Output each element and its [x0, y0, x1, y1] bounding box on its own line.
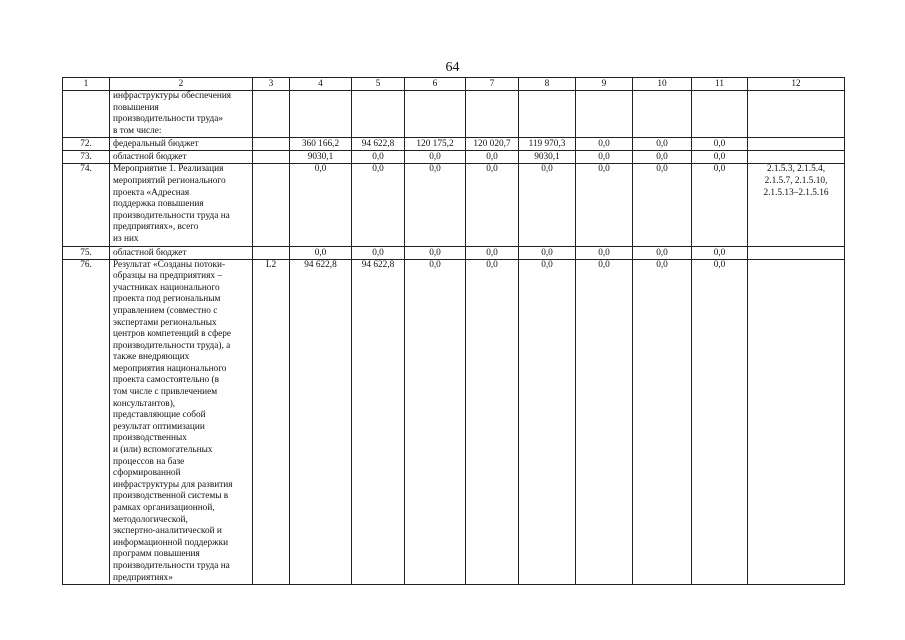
- amount-cell: 0,0: [290, 246, 352, 259]
- table-row: [63, 91, 845, 138]
- row-description: [110, 151, 253, 164]
- header-row: [63, 78, 845, 91]
- table-row: [63, 138, 845, 151]
- description-line: производительности труда на: [113, 560, 230, 571]
- table-row: [63, 151, 845, 164]
- column-header: 12: [748, 78, 845, 91]
- description-line: из них: [113, 233, 139, 244]
- reference-line: 2.1.5.7, 2.1.5.10,: [764, 175, 828, 186]
- column-header: 7: [466, 78, 519, 91]
- amount-cell: 0,0: [290, 164, 352, 246]
- column-header: 4: [290, 78, 352, 91]
- amount-cell: 0,0: [405, 164, 466, 246]
- amount-cell: 0,0: [633, 246, 692, 259]
- description-line: предприятиях»: [113, 572, 173, 583]
- reference-cell: [748, 259, 845, 585]
- description-line: производительности труда на: [113, 210, 230, 221]
- description-line: мероприятия национального: [113, 363, 227, 374]
- description-line: проекта самостоятельно (в: [113, 375, 219, 386]
- amount-cell: 0,0: [405, 151, 466, 164]
- reference-cell: [748, 246, 845, 259]
- row-number: 74.: [63, 164, 110, 246]
- description-line: областной бюджет: [113, 152, 187, 163]
- description-line: проекта под региональным: [113, 294, 221, 305]
- description-line: проекта «Адресная: [113, 187, 190, 198]
- description-line: участниках национального: [113, 282, 220, 293]
- row-description: [110, 164, 253, 246]
- amount-cell: 0,0: [576, 259, 633, 585]
- description-line: программ повышения: [113, 549, 200, 560]
- amount-cell: 0,0: [692, 246, 748, 259]
- amount-cell: 0,0: [519, 259, 576, 585]
- description-line: производительности труда»: [113, 114, 224, 125]
- amount-cell: 0,0: [466, 164, 519, 246]
- amount-cell: 0,0: [692, 164, 748, 246]
- description-line: производительности труда), а: [113, 340, 231, 351]
- amount-cell: 0,0: [633, 138, 692, 151]
- description-line: консультантов),: [113, 398, 176, 409]
- amount-cell: 0,0: [466, 151, 519, 164]
- description-line: поддержка повышения: [113, 199, 204, 210]
- column-header: 9: [576, 78, 633, 91]
- amount-cell: 0,0: [352, 151, 405, 164]
- description-line: производственной системы в: [113, 491, 229, 502]
- result-code: [253, 164, 290, 246]
- description-line: федеральный бюджет: [113, 139, 199, 150]
- amount-cell: 0,0: [576, 138, 633, 151]
- description-line: инфраструктуры обеспечения: [113, 91, 232, 101]
- amount-cell: 9030,1: [519, 151, 576, 164]
- row-description: [110, 138, 253, 151]
- description-line: инфраструктуры для развития: [113, 479, 233, 490]
- description-line: повышения: [113, 102, 159, 113]
- amount-cell: 0,0: [352, 164, 405, 246]
- description-line: в том числе:: [113, 125, 162, 136]
- amount-cell: 94 622,8: [352, 138, 405, 151]
- row-description: [110, 259, 253, 585]
- amount-cell: [352, 91, 405, 138]
- amount-cell: 0,0: [633, 151, 692, 164]
- description-line: областной бюджет: [113, 247, 187, 258]
- column-header: 5: [352, 78, 405, 91]
- column-header: 2: [110, 78, 253, 91]
- amount-cell: 0,0: [466, 259, 519, 585]
- amount-cell: 94 622,8: [290, 259, 352, 585]
- row-number: 76.: [63, 259, 110, 585]
- amount-cell: 119 970,3: [519, 138, 576, 151]
- column-header: 3: [253, 78, 290, 91]
- amount-cell: [576, 91, 633, 138]
- amount-cell: 0,0: [352, 246, 405, 259]
- table-row: [63, 259, 845, 585]
- amount-cell: 0,0: [519, 246, 576, 259]
- amount-cell: [405, 91, 466, 138]
- reference-cell: [748, 164, 845, 246]
- amount-cell: 0,0: [519, 164, 576, 246]
- result-code: [253, 138, 290, 151]
- amount-cell: 0,0: [405, 246, 466, 259]
- column-header: 6: [405, 78, 466, 91]
- reference-cell: [748, 138, 845, 151]
- column-header: 8: [519, 78, 576, 91]
- row-number: 73.: [63, 151, 110, 164]
- description-line: мероприятий регионального: [113, 175, 226, 186]
- description-line: Результат «Созданы потоки-: [113, 259, 226, 270]
- reference-cell: [748, 91, 845, 138]
- result-code: [253, 91, 290, 138]
- amount-cell: 0,0: [576, 151, 633, 164]
- page-number: 64: [445, 60, 460, 75]
- description-line: Мероприятие 1. Реализация: [113, 164, 224, 175]
- amount-cell: 0,0: [466, 246, 519, 259]
- description-line: сформированной: [113, 468, 181, 479]
- column-header: 11: [692, 78, 748, 91]
- amount-cell: 0,0: [692, 259, 748, 585]
- amount-cell: 0,0: [576, 246, 633, 259]
- column-header: 1: [63, 78, 110, 91]
- description-line: информационной поддержки: [113, 537, 229, 548]
- description-line: методологической,: [113, 514, 188, 525]
- amount-cell: 0,0: [692, 138, 748, 151]
- amount-cell: [466, 91, 519, 138]
- reference-cell: [748, 151, 845, 164]
- description-line: предприятиях», всего: [113, 222, 199, 233]
- description-line: экспертно-аналитической и: [113, 526, 222, 537]
- column-header: 10: [633, 78, 692, 91]
- amount-cell: 9030,1: [290, 151, 352, 164]
- description-line: экспертами региональных: [113, 317, 217, 328]
- description-line: управлением (совместно с: [113, 305, 218, 316]
- description-line: рамках организационной,: [113, 503, 215, 513]
- amount-cell: [519, 91, 576, 138]
- row-description: [110, 91, 253, 138]
- row-number: 75.: [63, 246, 110, 259]
- reference-line: 2.1.5.13–2.1.5.16: [763, 187, 829, 198]
- description-line: также внедряющих: [113, 352, 190, 363]
- description-line: образцы на предприятиях –: [113, 271, 222, 282]
- amount-cell: 120 175,2: [405, 138, 466, 151]
- amount-cell: [692, 91, 748, 138]
- result-code: [253, 246, 290, 259]
- amount-cell: 0,0: [405, 259, 466, 585]
- budget-table: [62, 77, 845, 585]
- table-row: [63, 246, 845, 259]
- description-line: производственных: [113, 433, 187, 444]
- amount-cell: 0,0: [576, 164, 633, 246]
- amount-cell: 94 622,8: [352, 259, 405, 585]
- description-line: процессов на базе: [113, 456, 185, 467]
- amount-cell: 0,0: [692, 151, 748, 164]
- result-code: [253, 151, 290, 164]
- description-line: том числе с привлечением: [113, 387, 218, 398]
- description-line: центров компетенций в сфере: [113, 329, 232, 340]
- amount-cell: 120 020,7: [466, 138, 519, 151]
- amount-cell: [633, 91, 692, 138]
- reference-line: 2.1.5.3, 2.1.5.4,: [766, 164, 826, 175]
- amount-cell: 0,0: [633, 164, 692, 246]
- row-number: [63, 91, 110, 138]
- table-row: [63, 164, 845, 246]
- description-line: представляющие собой: [113, 410, 206, 421]
- result-code: L2: [253, 259, 290, 585]
- description-line: и (или) вспомогательных: [113, 445, 213, 456]
- amount-cell: 360 166,2: [290, 138, 352, 151]
- amount-cell: [290, 91, 352, 138]
- row-description: [110, 246, 253, 259]
- amount-cell: 0,0: [633, 259, 692, 585]
- row-number: 72.: [63, 138, 110, 151]
- description-line: результат оптимизации: [113, 421, 205, 432]
